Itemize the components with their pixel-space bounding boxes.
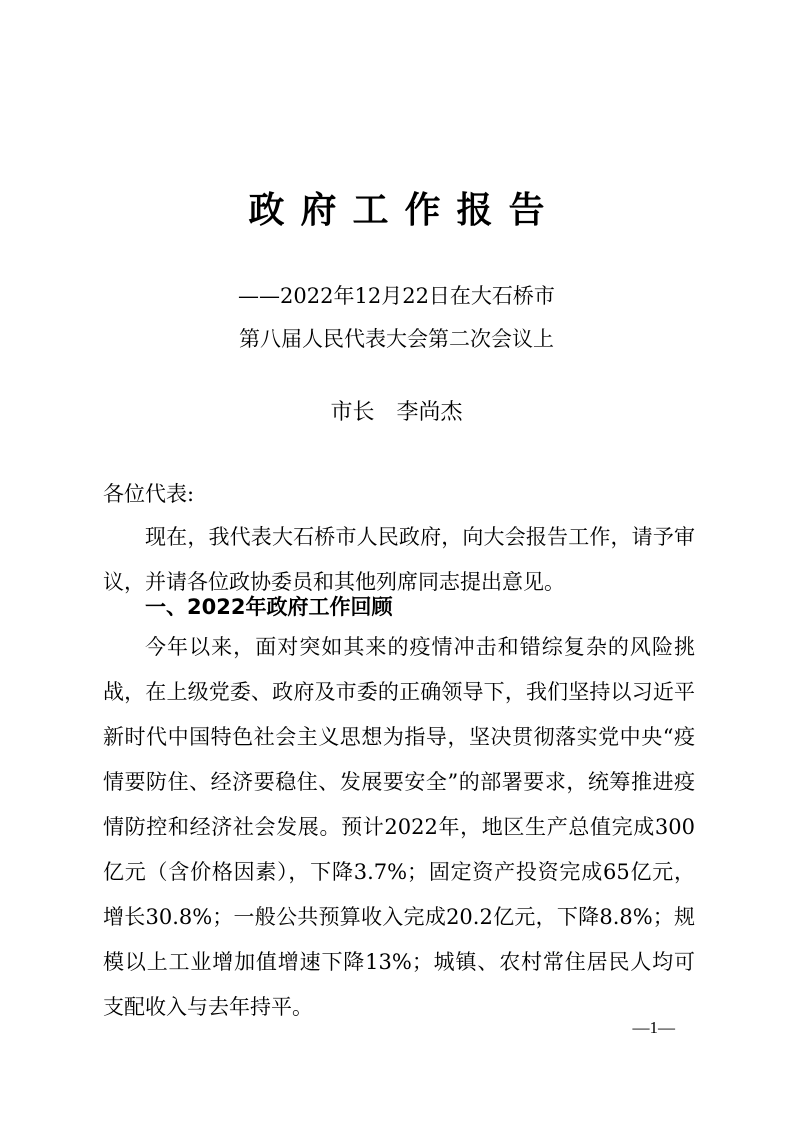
author-line xyxy=(0,398,793,428)
paragraph-intro: 现在，我代表大石桥市人民政府，向大会报告工作，请予审议，并请各位政协委员和其他列席同志提出意见。 xyxy=(103,525,695,594)
section-heading: 一、2022年政府工作回顾 xyxy=(145,595,393,619)
salutation: 各位代表: xyxy=(103,482,195,506)
page-number: —1— xyxy=(632,1018,675,1037)
author-title: 市长 xyxy=(330,400,375,425)
paragraph-review: 今年以来，面对突如其来的疫情冲击和错综复杂的风险挑战，在上级党委、政府及市委的正确领导下，我们坚持以习近平新时代中国特色社会主义思想为指导，坚决贯彻落实党中央“疫情要防住、经济要稳住、发展要安全”的部署要求，统筹推进疫情防控和经济社会发展。预计2022年，地区生产总值完成300亿元（含价格因素），下降3.7%；固定资产投资完成65亿元，增长30.8%；一般公共预算收入完成20.2亿元，下降8.8%；规模以上工业增加值增速下降13%；城镇、农村常住居民人均可支配收入与去年持平。 xyxy=(103,635,695,1019)
document-title: 政府工作报告 xyxy=(248,189,561,231)
subtitle-line-2: 第八届人民代表大会第二次会议上 xyxy=(239,327,554,351)
author-name: 李尚杰 xyxy=(396,400,463,425)
subtitle-line-1: ——2022年12月22日在大石桥市 xyxy=(238,284,555,308)
